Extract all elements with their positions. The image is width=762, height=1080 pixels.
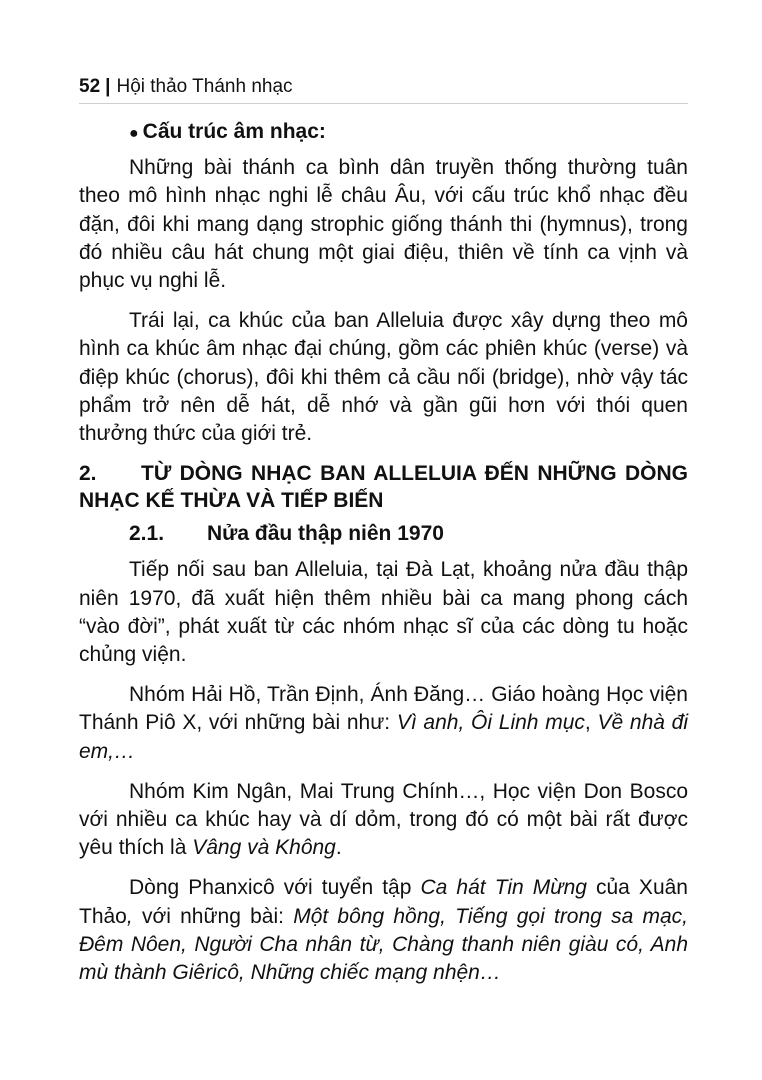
- section-heading-2: [79, 460, 688, 514]
- paragraph-6: [79, 874, 688, 987]
- section-heading-2-text: TỪ DÒNG NHẠC BAN ALLELUIA ĐẾN NHỮNG DÒNG NHẠC KẾ THỪA VÀ TIẾP BIẾN: [79, 462, 688, 513]
- paragraph-5-song-title: Vâng và Không: [192, 836, 336, 860]
- paragraph-6-mid: của Xuân Thảo: [79, 876, 688, 928]
- paragraph-6-comma: ,: [126, 904, 133, 928]
- subsection-heading-number: 2.1.: [129, 522, 165, 546]
- paragraph-5: [79, 778, 688, 863]
- section-bullet-label: Cấu trúc âm nhạc:: [142, 120, 326, 143]
- paragraph-1: Những bài thánh ca bình dân truyền thống thường tuân theo mô hình nhạc nghi lễ châu Âu, với cấu trúc khổ nhạc đều đặn, đôi khi mang dạng strophic giống thánh thi (hymnus), trong đó nhiều câu hát chung một giai điệu, thiên về tính ca vịnh và phục vụ nghi lễ.: [79, 156, 688, 293]
- paragraph-3: Tiếp nối sau ban Alleluia, tại Đà Lạt, khoảng nửa đầu thập niên 1970, đã xuất hiện thêm nhiều bài ca mang phong cách “vào đời”, phát xuất từ các nhóm nhạc sĩ của các dòng tu hoặc chủng viện.: [79, 558, 688, 667]
- paragraph-2: Trái lại, ca khúc của ban Alleluia được xây dựng theo mô hình ca khúc âm nhạc đại chúng, gồm các phiên khúc (verse) và điệp khúc (chorus), đôi khi thêm cả cầu nối (bridge), nhờ vậy tác phẩm trở nên dễ hát, dễ nhớ và gần gũi hơn với thói quen thưởng thức của giới trẻ.: [79, 309, 688, 446]
- paragraph-4-comma: ,: [584, 711, 598, 735]
- section-heading-2-number: 2.: [79, 462, 97, 486]
- bullet-icon: ●: [129, 125, 139, 142]
- paragraph-6-mid2: với những bài:: [132, 904, 294, 928]
- running-header: [79, 75, 688, 104]
- header-separator: |: [105, 76, 111, 97]
- paragraph-4-lead: Nhóm Hải Hồ, Trần Định, Ánh Đăng… Giáo hoàng Học viện Thánh Piô X, với những bài như:: [79, 683, 688, 735]
- body-text: [79, 118, 688, 987]
- subsection-heading-text: Nửa đầu thập niên 1970: [207, 522, 444, 546]
- page-number: 52: [79, 76, 101, 97]
- paragraph-4: [79, 681, 688, 766]
- paragraph-6-lead: Dòng Phanxicô với tuyển tập: [129, 876, 421, 900]
- running-title: Hội thảo Thánh nhạc: [116, 76, 293, 97]
- paragraph-5-end: .: [335, 836, 342, 860]
- paragraph-4-song-titles-2: Về nhà đi em,…: [79, 711, 689, 763]
- section-bullet-heading: [129, 118, 688, 148]
- paragraph-4-song-titles: Vì anh, Ôi Linh mục: [396, 711, 585, 735]
- paragraph-6-song-titles: Một bông hồng, Tiếng gọi trong sa mạc, Đêm Nôen, Người Cha nhân từ, Chàng thanh niên giàu có, Anh mù thành Giêricô, Những chiếc mạng nhện…: [79, 904, 688, 985]
- subsection-heading-2-1: [129, 520, 688, 548]
- paragraph-5-lead: Nhóm Kim Ngân, Mai Trung Chính…, Học viện Don Bosco với nhiều ca khúc hay và dí dỏm, trong đó có một bài rất được yêu thích là: [79, 779, 688, 860]
- paragraph-6-collection: Ca hát Tin Mừng: [420, 876, 587, 900]
